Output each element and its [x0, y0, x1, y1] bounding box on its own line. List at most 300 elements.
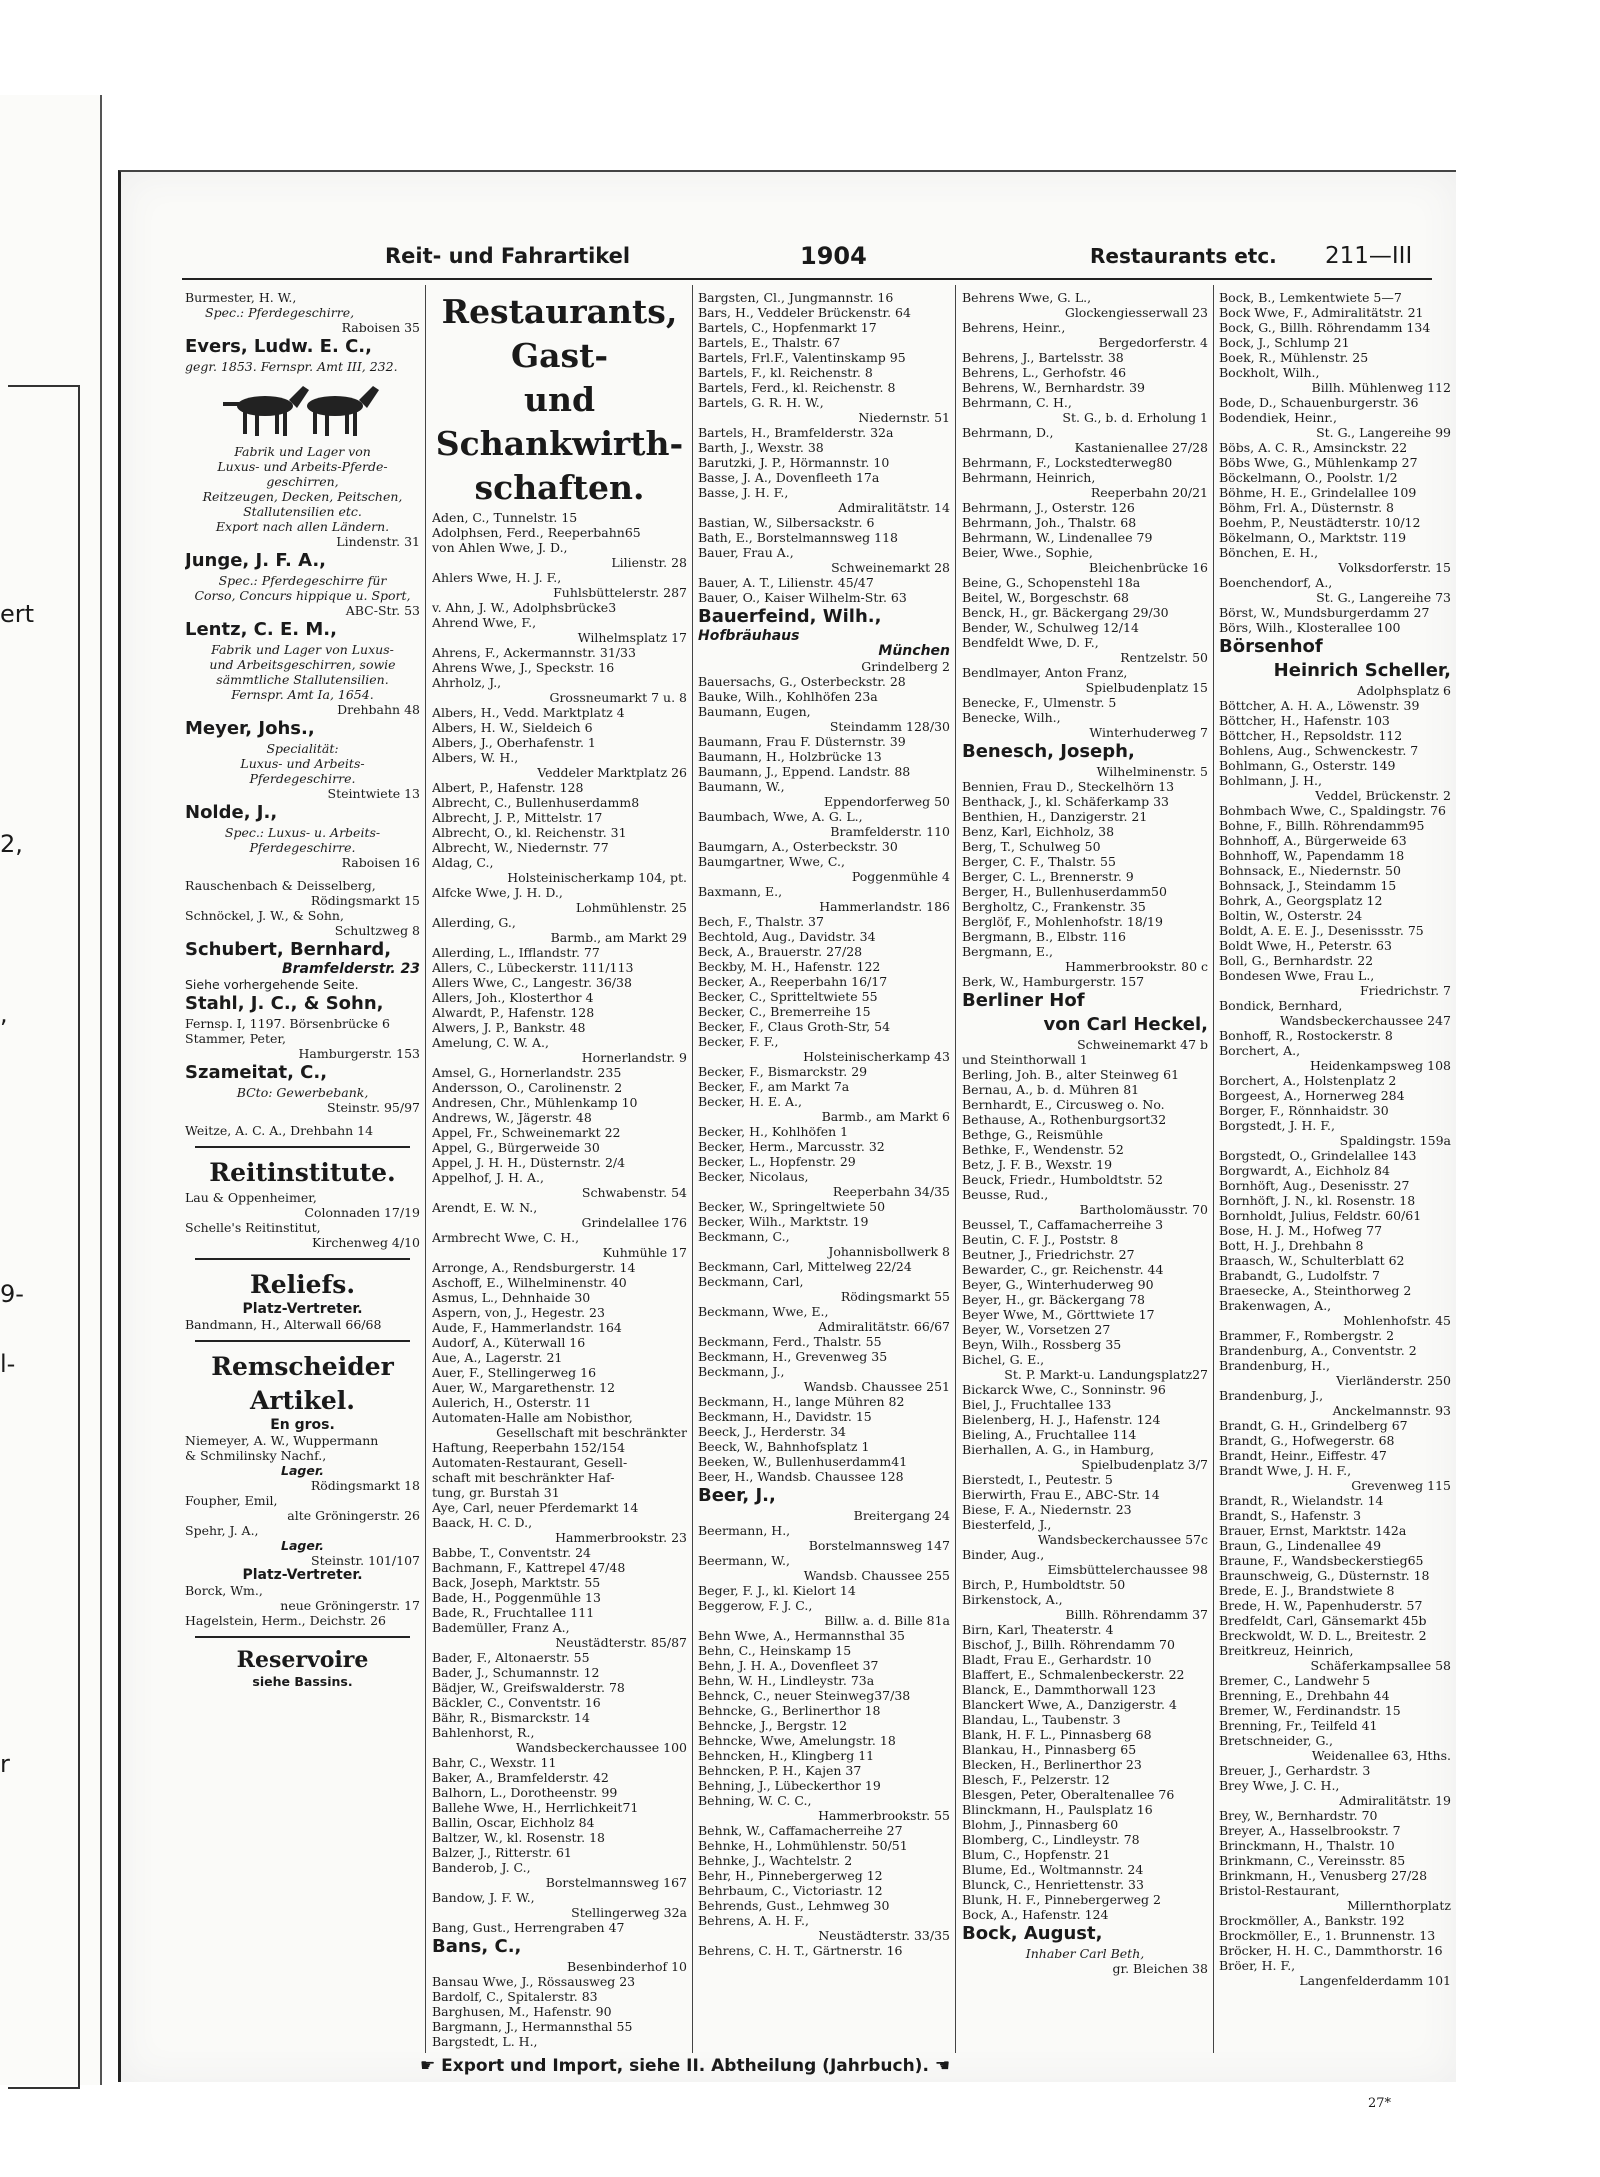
entry-line: Veddeler Marktplatz 26 [537, 765, 687, 780]
entry-line: Bohrk, A., Georgsplatz 12 [1219, 893, 1383, 908]
entry-line: Bartels, Ferd., kl. Reichenstr. 8 [698, 380, 896, 395]
entry-line: Alwers, J. P., Bankstr. 48 [432, 1020, 586, 1035]
entry-line: Spec.: Pferdegeschirre, [205, 305, 355, 320]
entry-line: Balzer, J., Ritterstr. 61 [432, 1845, 572, 1860]
entry-line: Bars, H., Veddeler Brückenstr. 64 [698, 305, 911, 320]
entry-line: Brey Wwe, J. C. H., [1219, 1778, 1340, 1793]
entry-line: Weidenallee 63, Hths. [1311, 1748, 1451, 1763]
entry-line: Bröcker, H. H. C., Dammthorstr. 16 [1219, 1943, 1443, 1958]
entry-line: Friedrichstr. 7 [1359, 983, 1451, 998]
entry-line: BCto: Gewerbebank, [236, 1085, 369, 1100]
entry-line: Barmb., am Markt 29 [550, 930, 687, 945]
entry-line: alte Gröningerstr. 26 [287, 1508, 420, 1523]
entry-line: Becker, F. F., [698, 1034, 779, 1049]
entry-line: Böhm, Frl. A., Düsternstr. 8 [1219, 500, 1394, 515]
entry-line: Bohmbach Wwe, C., Spaldingstr. 76 [1219, 803, 1446, 818]
entry-name-bauerfeind: Bauerfeind, Wilh., [698, 606, 882, 627]
entry-line: Braune, F., Wandsbeckerstieg65 [1219, 1553, 1424, 1568]
entry-line: Bähr, R., Bismarckstr. 14 [432, 1710, 590, 1725]
entry-line: Bock, J., Schlump 21 [1219, 335, 1350, 350]
entry-line: gegr. 1853. Fernspr. Amt III, 232. [185, 359, 398, 374]
section-heading-remscheider: Remscheider [211, 1352, 394, 1381]
entry-line: Blesch, F., Pelzerstr. 12 [962, 1772, 1110, 1787]
entry-line: und Steinthorwall 1 [962, 1052, 1088, 1067]
entry-line: Bahlenhorst, R., [432, 1725, 535, 1740]
entry-line: Behncken, P. H., Kajen 37 [698, 1763, 862, 1778]
entry-line: Blume, Ed., Woltmannstr. 24 [962, 1862, 1144, 1877]
footer-note [420, 2056, 950, 2076]
entry-line: Brinkmann, H., Venusberg 27/28 [1219, 1868, 1428, 1883]
entry-line: Bielenberg, H. J., Hafenstr. 124 [962, 1412, 1161, 1427]
entry-line: Beger, F. J., kl. Kielort 14 [698, 1583, 856, 1598]
entry-name-boersenhof: Börsenhof [1219, 636, 1323, 657]
entry-line: Benthien, H., Danzigerstr. 21 [962, 809, 1148, 824]
entry-line: schaft mit beschränkter Haf- [432, 1470, 615, 1485]
entry-line: Breyer, A., Hasselbrookstr. 7 [1219, 1823, 1401, 1838]
entry-line: Platz-Vertreter. [242, 1568, 363, 1583]
entry-line: Steindamm 128/30 [829, 719, 950, 734]
section-heading-reservoire: Reservoire [236, 1647, 369, 1673]
entry-line: Bökelmann, O., Marktstr. 119 [1219, 530, 1407, 545]
entry-line: tung, gr. Burstah 31 [432, 1485, 560, 1500]
entry-line: Behrens Wwe, G. L., [962, 290, 1092, 305]
entry-line: Brockmöller, A., Bankstr. 192 [1219, 1913, 1405, 1928]
entry-line: Beckmann, H., Davidstr. 15 [698, 1409, 872, 1424]
entry-line: Kirchenweg 4/10 [312, 1235, 420, 1250]
entry-line: Biesterfeld, J., [962, 1517, 1052, 1532]
entry-line: Bastian, W., Silbersackstr. 6 [698, 515, 875, 530]
entry-line: Beckmann, J., [698, 1364, 785, 1379]
entry-line: Alfcke Wwe, J. H. D., [432, 885, 563, 900]
entry-line: Blank, H. F. L., Pinnasberg 68 [962, 1727, 1152, 1742]
entry-line: Brabandt, G., Ludolfstr. 7 [1219, 1268, 1380, 1283]
entry-line: Bandow, J. F. W., [432, 1890, 535, 1905]
entry-line: Bornholdt, Julius, Feldstr. 60/61 [1219, 1208, 1422, 1223]
entry-line: Albers, J., Oberhafenstr. 1 [432, 735, 596, 750]
entry-line: Bade, R., Fruchtallee 111 [432, 1605, 595, 1620]
entry-line: Kastanienallee 27/28 [1074, 440, 1208, 455]
entry-line: Beitel, W., Borgeschstr. 68 [962, 590, 1129, 605]
entry-line: Behrmann, J., Osterstr. 126 [962, 500, 1135, 515]
entry-line: Bramfelderstr. 110 [830, 824, 950, 839]
entry-line: Weitze, A. C. A., Drehbahn 14 [185, 1123, 374, 1138]
entry-list [1219, 683, 1451, 1988]
entry-line: Pferdegeschirre. [249, 771, 356, 786]
entry-line: Anckelmannstr. 93 [1332, 1403, 1451, 1418]
entry-line: Fernspr. Amt Ia, 1654. [231, 687, 374, 702]
entry-line: Billw. a. d. Bille 81a [824, 1613, 950, 1628]
column-divider [955, 285, 956, 2053]
entry-line: Billh. Röhrendamm 37 [1065, 1607, 1208, 1622]
entry-line: Wilhelmsplatz 17 [577, 630, 687, 645]
entry-line: Fabrik und Lager von [234, 444, 371, 459]
entry-line: En gros. [270, 1418, 335, 1433]
entry-line: Inhaber Carl Beth, [1025, 1946, 1145, 1961]
entry-line: Bönchen, E. H., [1219, 545, 1319, 560]
edge-fragment: 9- [0, 1280, 24, 1308]
entry-line: Bartels, H., Bramfelderstr. 32a [698, 425, 894, 440]
entry-line: Boenchendorf, A., [1219, 575, 1333, 590]
section-separator [195, 1146, 410, 1148]
entry-line: Hamburgerstr. 153 [298, 1046, 420, 1061]
entry-line: Betz, J. F. B., Wexstr. 19 [962, 1157, 1113, 1172]
entry-line: Berk, W., Hamburgerstr. 157 [962, 974, 1145, 989]
entry-line: Bergedorferstr. 4 [1098, 335, 1208, 350]
column-divider [692, 285, 693, 2053]
entry-line: Bargmann, J., Hermannsthal 55 [432, 2019, 633, 2034]
entry-line: Holsteinischerkamp 43 [803, 1049, 950, 1064]
entry-line: Beck, A., Brauerstr. 27/28 [698, 944, 863, 959]
entry-line: Corso, Concurs hippique u. Sport, [194, 588, 411, 603]
adjacent-page-frame [8, 385, 80, 2089]
entry-line [432, 2049, 687, 2050]
entry-line: Wandsbeckerchaussee 247 [1279, 1013, 1451, 1028]
entry-line: Brandt, Heinr., Eiffestr. 47 [1219, 1448, 1387, 1463]
entry-line: Asmus, L., Dehnhaide 30 [432, 1290, 591, 1305]
entry-line: Beyer, W., Vorsetzen 27 [962, 1322, 1111, 1337]
entry-list [698, 290, 950, 605]
entry-line: München [878, 644, 950, 659]
entry-line: Niedernstr. 51 [858, 410, 950, 425]
entry-line: Colonnaden 17/19 [304, 1205, 420, 1220]
entry-line: Bierhallen, A. G., in Hamburg, [962, 1442, 1155, 1457]
entry-line: Andersson, O., Carolinenstr. 2 [432, 1080, 623, 1095]
entry-line: Hornerlandstr. 9 [581, 1050, 687, 1065]
entry-line: Bartels, E., Thalstr. 67 [698, 335, 841, 350]
entry-line: Albrecht, J. P., Mittelstr. 17 [432, 810, 603, 825]
entry-line: Millernthorplatz [1347, 1898, 1451, 1913]
entry-line: Bader, J., Schumannstr. 12 [432, 1665, 600, 1680]
entry-line: Bohlens, Aug., Schwenckestr. 7 [1219, 743, 1419, 758]
entry-line: Bock, G., Billh. Röhrendamm 134 [1219, 320, 1431, 335]
entry-line: Burmester, H. W., [185, 290, 297, 305]
entry-line: Bang, Gust., Herrengraben 47 [432, 1920, 625, 1935]
entry-line: Hammerlandstr. 186 [819, 899, 950, 914]
entry-line: Appel, G., Bürgerweide 30 [432, 1140, 600, 1155]
entry-line: Eimsbüttelerchaussee 98 [1047, 1562, 1208, 1577]
entry-line: Beckmann, Ferd., Thalstr. 55 [698, 1334, 882, 1349]
entry-line: Blohm, J., Pinnasberg 60 [962, 1817, 1119, 1832]
entry-line: Glockengiesserwall 23 [1064, 305, 1208, 320]
entry-line: Neustädterstr. 85/87 [555, 1635, 687, 1650]
entry-line: Lager. [281, 1463, 324, 1478]
entry-line: Spehr, J. A., [185, 1523, 259, 1538]
entry-line: Becker, F., am Markt 7a [698, 1079, 850, 1094]
entry-line: Lilienstr. 28 [611, 555, 687, 570]
entry-line: Binder, Aug., [962, 1547, 1045, 1562]
entry-line: Baxmann, E., [698, 884, 783, 899]
edge-fragment: , [0, 1000, 8, 1028]
header-year: 1904 [800, 242, 867, 270]
entry-name-meyer: Meyer, Johs., [185, 718, 315, 739]
entry-line: Bachmann, F., Kattrepel 47/48 [432, 1560, 626, 1575]
entry-line: Mohlenhofstr. 45 [1343, 1313, 1451, 1328]
entry-line: Beine, G., Schopenstehl 18a [962, 575, 1141, 590]
entry-line: Lau & Oppenheimer, [185, 1190, 317, 1205]
entry-name-carl-heckel: von Carl Heckel, [1043, 1014, 1208, 1035]
entry-line: Brandenburg, J., [1219, 1388, 1324, 1403]
entry-line: ABC-Str. 53 [345, 603, 420, 618]
entry-line: Andresen, Chr., Mühlenkamp 10 [432, 1095, 638, 1110]
entry-line: Foupher, Emil, [185, 1493, 278, 1508]
entry-line: Brandt, G. H., Grindelberg 67 [1219, 1418, 1408, 1433]
entry-line: Bernau, A., b. d. Mühren 81 [962, 1082, 1140, 1097]
entry-line: Poggenmühle 4 [851, 869, 950, 884]
entry-line: Appelhof, J. H. A., [432, 1170, 544, 1185]
entry-line: Beuck, Friedr., Humboldtstr. 52 [962, 1172, 1163, 1187]
entry-line: Haftung, Reeperbahn 152/154 [432, 1440, 626, 1455]
entry-line: Schäferkampsallee 58 [1310, 1658, 1451, 1673]
entry-line: Fabrik und Lager von Luxus- [211, 642, 394, 657]
entry-line: Bock, A., Hafenstr. 124 [962, 1907, 1109, 1922]
entry-list [962, 764, 1208, 989]
entry-line: Bethause, A., Rothenburgsort32 [962, 1112, 1167, 1127]
entry-line: Albrecht, W., Niedernstr. 77 [432, 840, 609, 855]
entry-line: Baumbach, Wwe, A. G. L., [698, 809, 863, 824]
entry-line: Blunck, C., Henriettenstr. 33 [962, 1877, 1144, 1892]
entry-line: Borgwardt, A., Eichholz 84 [1219, 1163, 1390, 1178]
entry-line: Fernsp. I, 1197. Börsenbrücke 6 [185, 1016, 390, 1031]
entry-name-berliner-hof: Berliner Hof [962, 990, 1085, 1011]
entry-line: Bremer, W., Ferdinandstr. 15 [1219, 1703, 1401, 1718]
entry-line: Berger, C. L., Brennerstr. 9 [962, 869, 1134, 884]
entry-line: Behncken, H., Klingberg 11 [698, 1748, 875, 1763]
section-separator [195, 1636, 410, 1638]
entry-line: Bohnhoff, A., Bürgerweide 63 [1219, 833, 1407, 848]
entry-line: Beermann, W., [698, 1553, 790, 1568]
entry-line: Blunk, H. F., Pinnebergerweg 2 [962, 1892, 1161, 1907]
entry-line: Bickarck Wwe, C., Sonninstr. 96 [962, 1382, 1166, 1397]
entry-line: Behrends, Gust., Lehmweg 30 [698, 1898, 890, 1913]
entry-line: Bergholtz, C., Frankenstr. 35 [962, 899, 1146, 914]
entry-line: Becker, W., Springeltwiete 50 [698, 1199, 886, 1214]
entry-line: Bauer, Frau A., [698, 545, 794, 560]
entry-line: Breckwoldt, W. D. L., Breitestr. 2 [1219, 1628, 1427, 1643]
entry-line: Admiralitätstr. 19 [1339, 1793, 1451, 1808]
entry-line: Allerding, L., Ifflandstr. 77 [432, 945, 600, 960]
entry-line: Automaten-Restaurant, Gesell- [432, 1455, 628, 1470]
entry-line: Johannisbollwerk 8 [828, 1244, 950, 1259]
entry-name-szameitat: Szameitat, C., [185, 1062, 328, 1083]
entry-line: Bethke, F., Wendenstr. 52 [962, 1142, 1124, 1157]
entry-line: Appel, Fr., Schweinemarkt 22 [432, 1125, 621, 1140]
entry-line: Bornhöft, J. N., kl. Rosenstr. 18 [1219, 1193, 1416, 1208]
entry-line: Volksdorferstr. 15 [1338, 560, 1451, 575]
entry-line: Lohmühlenstr. 25 [575, 900, 687, 915]
entry-line: v. Ahn, J. W., Adolphsbrücke3 [432, 600, 617, 615]
entry-line: Behncke, Wwe, Amelungstr. 18 [698, 1733, 896, 1748]
entry-line: Arronge, A., Rendsburgerstr. 14 [432, 1260, 636, 1275]
entry-line: Barmb., am Markt 6 [821, 1109, 950, 1124]
entry-line: Berg, T., Schulweg 50 [962, 839, 1101, 854]
entry-line: Borck, Wm., [185, 1583, 263, 1598]
entry-line: Birkenstock, A., [962, 1592, 1063, 1607]
entry-line: gr. Bleichen 38 [1112, 1961, 1208, 1976]
entry-line: Schelle's Reitinstitut, [185, 1220, 321, 1235]
entry-line: Admiralitätstr. 14 [838, 500, 950, 515]
entry-line: Becker, Herm., Marcusstr. 32 [698, 1139, 885, 1154]
entry-line: Berger, C. F., Thalstr. 55 [962, 854, 1116, 869]
section-separator [195, 1258, 410, 1260]
entry-line: Bewarder, C., gr. Reichenstr. 44 [962, 1262, 1164, 1277]
entry-line: Brandenburg, H., [1219, 1358, 1330, 1373]
entry-line: Luxus- und Arbeits- [240, 756, 365, 771]
entry-line: Bandmann, H., Alterwall 66/68 [185, 1317, 382, 1332]
entry-line: Grevenweg 115 [1351, 1478, 1451, 1493]
entry-line: Bartels, F., kl. Reichenstr. 8 [698, 365, 873, 380]
entry-line: Bohnhoff, W., Papendamm 18 [1219, 848, 1405, 863]
entry-line: Bech, F., Thalstr. 37 [698, 914, 824, 929]
entry-line: Basse, J. H. F., [698, 485, 789, 500]
section-heading-restaurants: schaften. [474, 468, 645, 507]
entry-line: Borgstedt, O., Grindelallee 143 [1219, 1148, 1417, 1163]
entry-line: Bauer, A. T., Lilienstr. 45/47 [698, 575, 874, 590]
entry-line: Albers, W. H., [432, 750, 519, 765]
header-page-number: 211—III [1325, 243, 1413, 269]
entry-line: Biese, F. A., Niedernstr. 23 [962, 1502, 1132, 1517]
entry-line: Lager. [281, 1538, 324, 1553]
entry-line: Rödingsmarkt 55 [840, 1289, 950, 1304]
entry-line: Armbrecht Wwe, C. H., [432, 1230, 580, 1245]
entry-line: Wandsb. Chaussee 251 [803, 1379, 950, 1394]
entry-line: Baumann, W., [698, 779, 785, 794]
edge-fragment: l- [0, 1350, 16, 1378]
entry-line: Boehm, P., Neustädterstr. 10/12 [1219, 515, 1421, 530]
entry-line: Beyn, Wilh., Rossberg 35 [962, 1337, 1122, 1352]
entry-line: Benck, H., gr. Bäckergang 29/30 [962, 605, 1169, 620]
entry-line: Automaten-Halle am Nobisthor, [432, 1410, 633, 1425]
entry-line: Behrmann, Joh., Thalstr. 68 [962, 515, 1137, 530]
entry-line: Behncke, J., Bergstr. 12 [698, 1718, 848, 1733]
entry-line: Behncke, G., Berlinerthor 18 [698, 1703, 881, 1718]
entry-line: Böckelmann, O., Poolstr. 1/2 [1219, 470, 1398, 485]
entry-line: Becker, Wilh., Marktstr. 19 [698, 1214, 869, 1229]
entry-line: Baumann, H., Holzbrücke 13 [698, 749, 882, 764]
edge-fragment: ert [0, 600, 35, 628]
entry-line: Spaldingstr. 159a [1339, 1133, 1451, 1148]
entry-line: Borger, F., Rönnhaidstr. 30 [1219, 1103, 1389, 1118]
entry-line: Aldag, C., [432, 855, 494, 870]
edge-fragment: 2, [0, 830, 23, 858]
entry-line: Brandt, R., Wielandstr. 14 [1219, 1493, 1384, 1508]
entry-line: sämmtliche Stallutensilien. [216, 672, 389, 687]
entry-line: Allers, Joh., Klosterthor 4 [432, 990, 594, 1005]
entry-line: Hammerbrookstr. 23 [555, 1530, 687, 1545]
entry-line: Braun, G., Lindenallee 49 [1219, 1538, 1382, 1553]
entry-line: Blankau, H., Pinnasberg 65 [962, 1742, 1137, 1757]
entry-line: Behnke, H., Lohmühlenstr. 50/51 [698, 1838, 908, 1853]
entry-line: Pferdegeschirre. [249, 840, 356, 855]
entry-line: Baumann, Frau F. Düsternstr. 39 [698, 734, 906, 749]
entry-list [962, 1037, 1208, 1922]
entry-line: Beusse, Rud., [962, 1187, 1049, 1202]
entry-line: Ahlers Wwe, H. J. F., [432, 570, 562, 585]
entry-line: Behrmann, D., [962, 425, 1054, 440]
entry-line: Becker, C., Spritteltwiete 55 [698, 989, 878, 1004]
entry-line: Appel, J. H. H., Düsternstr. 2/4 [432, 1155, 626, 1170]
entry-line: Raboisen 16 [341, 855, 420, 870]
entry-line: Bauke, Wilh., Kohlhöfen 23a [698, 689, 878, 704]
entry-line: Bohnsack, J., Steindamm 15 [1219, 878, 1397, 893]
entry-line: Beussel, T., Caffamacherreihe 3 [962, 1217, 1164, 1232]
entry-line: Spielbudenplatz 15 [1085, 680, 1208, 695]
entry-line: Bennien, Frau D., Steckelhörn 13 [962, 779, 1175, 794]
entry-line: Banderob, J. C., [432, 1860, 531, 1875]
entry-line: Aulerich, H., Osterstr. 11 [432, 1395, 592, 1410]
entry-line: Breitergang 24 [853, 1508, 950, 1523]
entry-line: Bädjer, W., Greifswalderstr. 78 [432, 1680, 625, 1695]
entry-line: Beckmann, H., lange Mühren 82 [698, 1394, 905, 1409]
entry-line: Bendlmayer, Anton Franz, [962, 665, 1128, 680]
entry-line: Bredfeldt, Carl, Gänsemarkt 45b [1219, 1613, 1427, 1628]
entry-name-stahl: Stahl, J. C., & Sohn, [185, 993, 384, 1014]
entry-line: Rentzelstr. 50 [1120, 650, 1208, 665]
entry-line: Börs, Wilh., Klosterallee 100 [1219, 620, 1401, 635]
entry-line: Bockholt, Wilh., [1219, 365, 1320, 380]
entry-line: Behrens, J., Bartelsstr. 38 [962, 350, 1124, 365]
entry-line: Reitzeugen, Decken, Peitschen, [202, 489, 403, 504]
entry-line: Bohnsack, E., Niedernstr. 50 [1219, 863, 1401, 878]
entry-line: Bernhardt, E., Circusweg o. No. [962, 1097, 1165, 1112]
entry-line: Brede, H. W., Papenhuderstr. 57 [1219, 1598, 1423, 1613]
entry-line: Braasch, W., Schulterblatt 62 [1219, 1253, 1405, 1268]
entry-line: geschirren, [266, 474, 339, 489]
entry-line: Birch, P., Humboldtstr. 50 [962, 1577, 1126, 1592]
entry-line: Behn, W. H., Lindleystr. 73a [698, 1673, 875, 1688]
entry-name-junge: Junge, J. F. A., [185, 550, 327, 571]
entry-line: Heidenkampsweg 108 [1310, 1058, 1451, 1073]
entry-name-lentz: Lentz, C. E. M., [185, 619, 337, 640]
entry-line: Borchert, A., [1219, 1043, 1301, 1058]
entry-line: Bardolf, C., Spitalerstr. 83 [432, 1989, 598, 2004]
entry-line: Blandau, L., Taubenstr. 3 [962, 1712, 1121, 1727]
entry-line: Blaffert, E., Schmalenbeckerstr. 22 [962, 1667, 1185, 1682]
entry-line: Schweinemarkt 47 b [1077, 1037, 1208, 1052]
column-divider [425, 285, 426, 2053]
entry-line: Steintwiete 13 [327, 786, 420, 801]
header-rule [182, 278, 1432, 280]
entry-line: Breuer, J., Gerhardstr. 3 [1219, 1763, 1371, 1778]
entry-line: Behrens, Heinr., [962, 320, 1066, 335]
entry-line: Blum, C., Hopfenstr. 21 [962, 1847, 1111, 1862]
entry-line: Aspern, von, J., Hegestr. 23 [432, 1305, 605, 1320]
entry-line: Boldt, A. E. E. J., Desenissstr. 75 [1219, 923, 1424, 938]
entry-line: Albers, H., Vedd. Marktplatz 4 [432, 705, 625, 720]
header-right-title: Restaurants etc. [1090, 244, 1277, 268]
entry-line: Spielbudenplatz 3/7 [1081, 1457, 1208, 1472]
pointing-hand-icon: ☚ [934, 2056, 951, 2076]
page-signature: 27* [1368, 2096, 1392, 2111]
entry-line: Holsteinischerkamp 104, pt. [507, 870, 687, 885]
entry-line: Arendt, E. W. N., [432, 1200, 538, 1215]
entry-line: Beckmann, Carl, [698, 1274, 804, 1289]
entry-line: Böttcher, A. H. A., Löwenstr. 39 [1219, 698, 1420, 713]
entry-name-benesch: Benesch, Joseph, [962, 741, 1135, 762]
header-left-title: Reit- und Fahrartikel [385, 244, 631, 268]
entry-line: Behrmann, F., Lockstedterweg80 [962, 455, 1173, 470]
entry-line: Reeperbahn 20/21 [1090, 485, 1208, 500]
entry-line: Becker, L., Hopfenstr. 29 [698, 1154, 856, 1169]
entry-line: Bott, H. J., Drehbahn 8 [1219, 1238, 1364, 1253]
entry-line: Boek, R., Mühlenstr. 25 [1219, 350, 1369, 365]
entry-line: Allers, C., Lübeckerstr. 111/113 [432, 960, 634, 975]
entry-line: Breitkreuz, Heinrich, [1219, 1643, 1354, 1658]
entry-line: Beier, Wwe., Sophie, [962, 545, 1093, 560]
entry-line: Hammerbrookstr. 80 c [1065, 959, 1208, 974]
entry-line: Becker, F., Bismarckstr. 29 [698, 1064, 868, 1079]
entry-line: Export nach allen Ländern. [215, 519, 390, 534]
entry-line: Wandsb. Chaussee 255 [803, 1568, 950, 1583]
